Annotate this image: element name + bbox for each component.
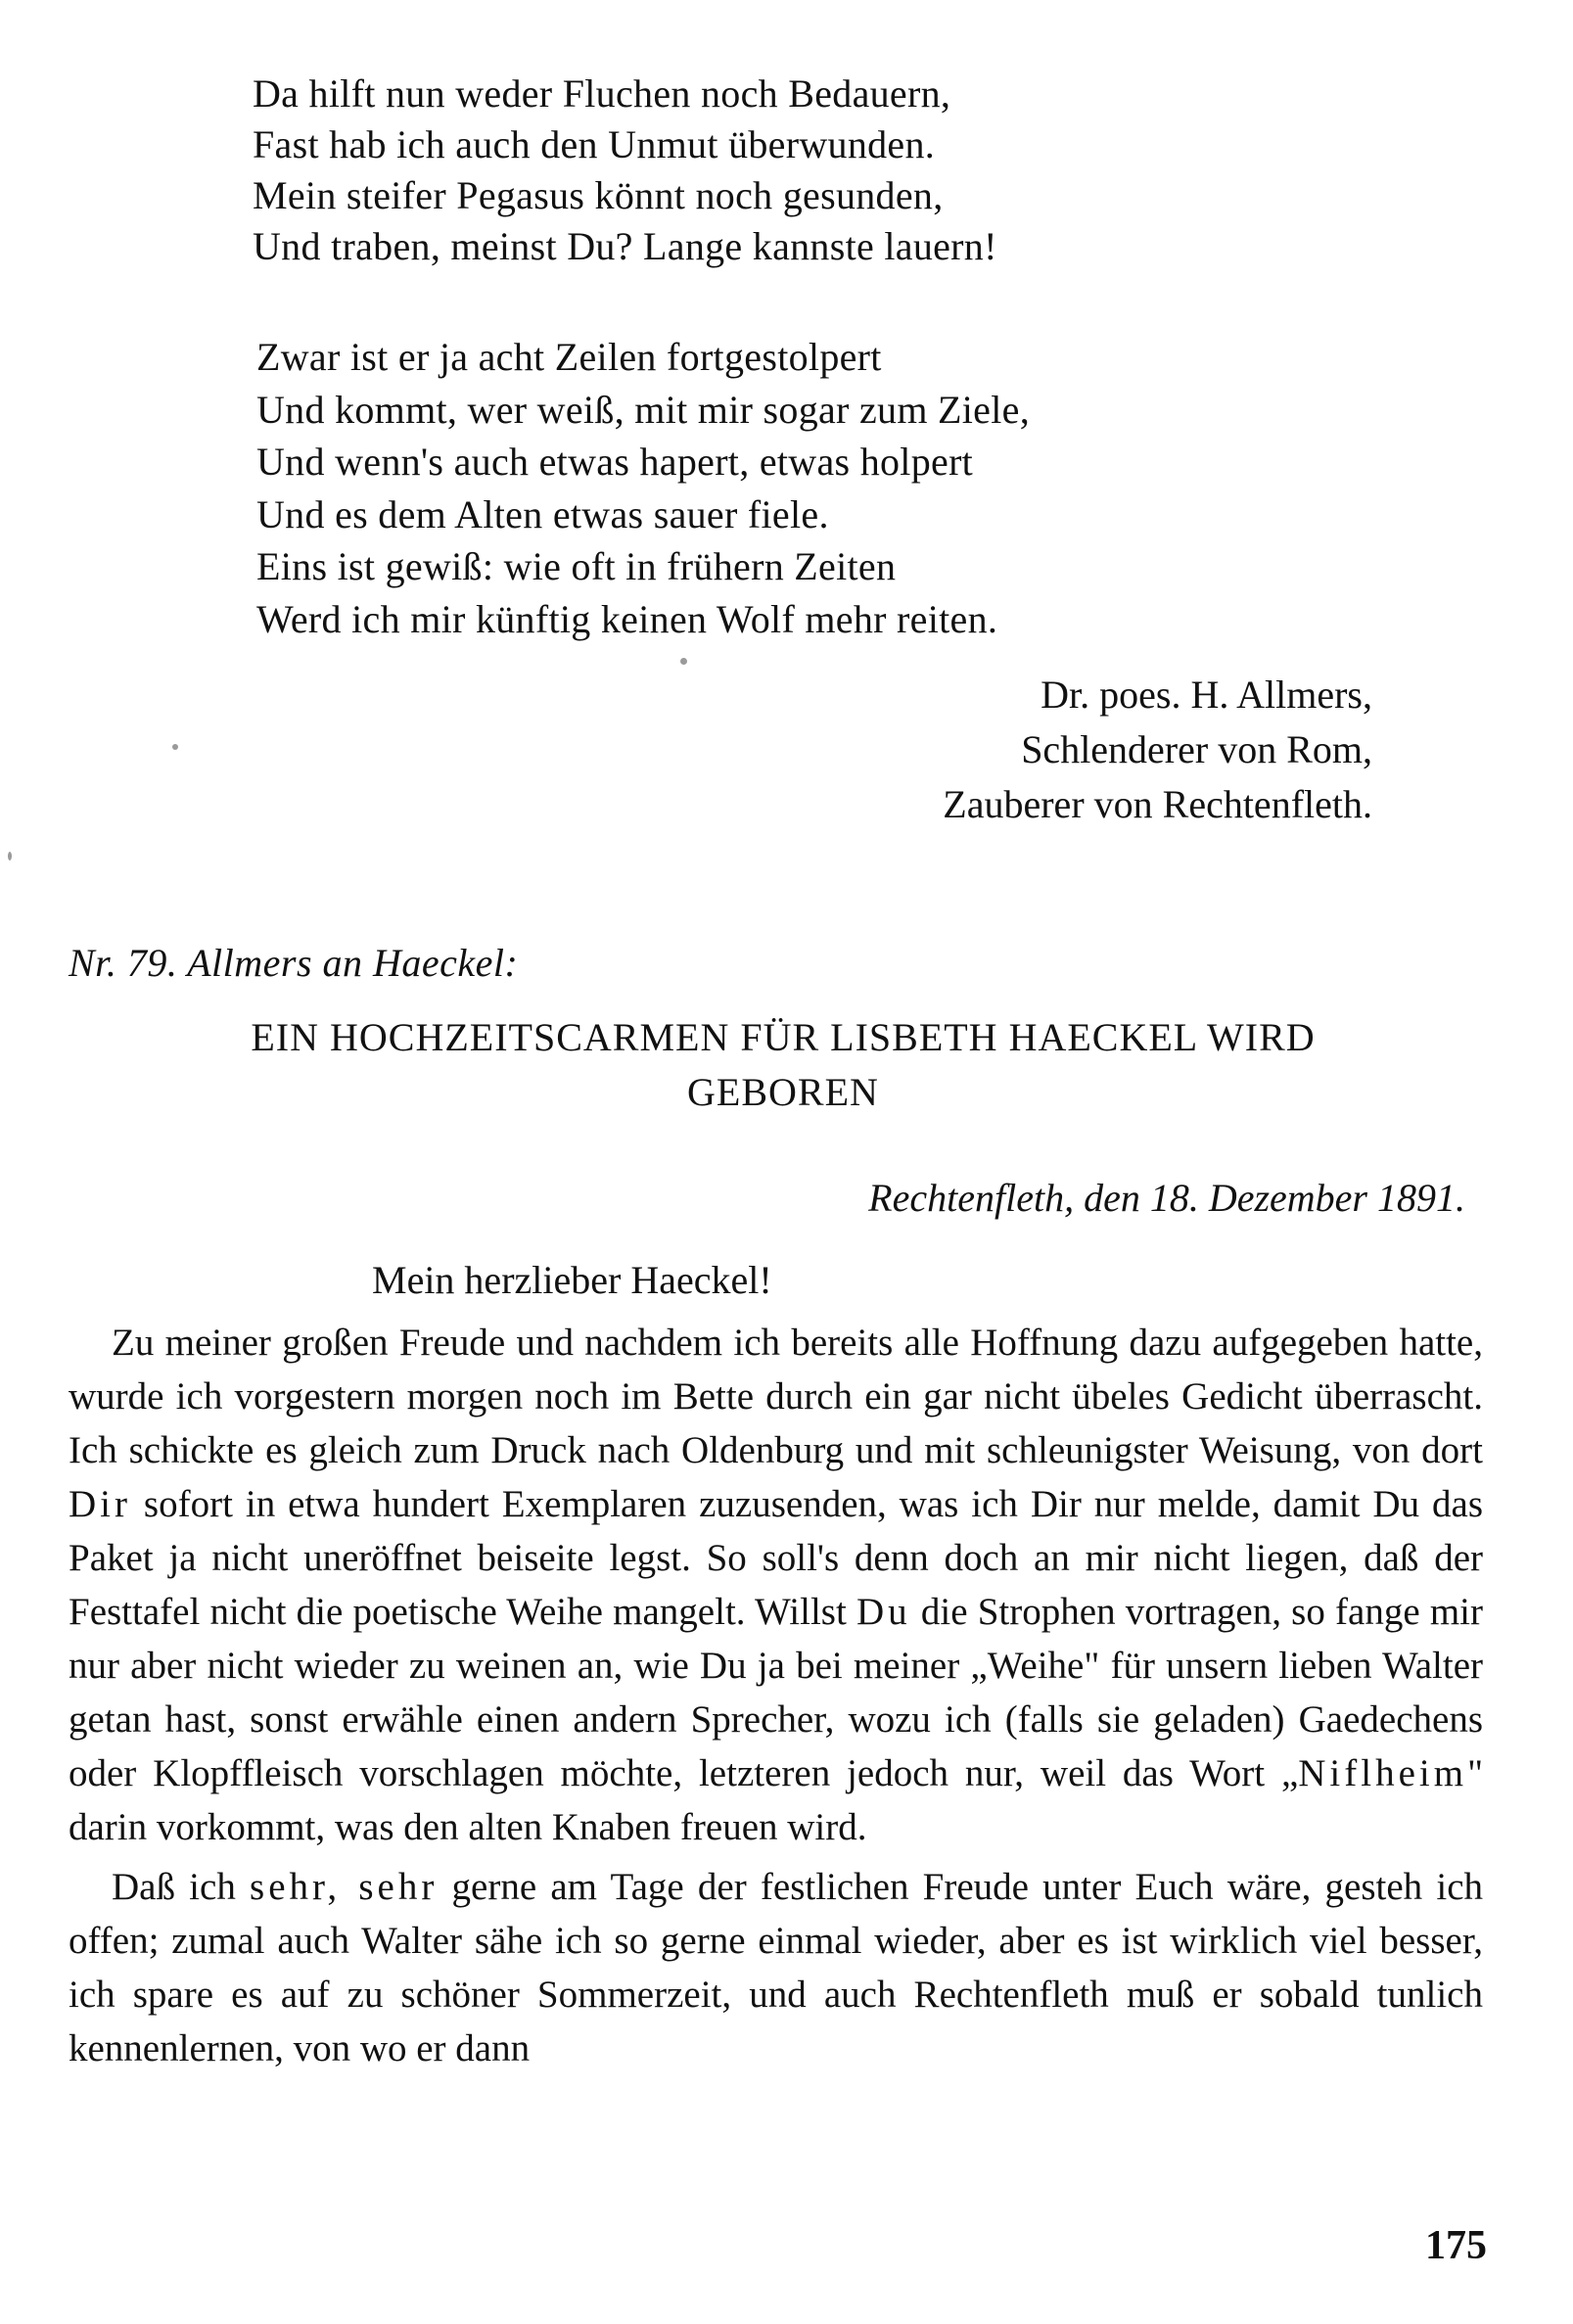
paragraph-text: die Strophen vortragen, so fange mir nur aber nicht wieder zu weinen an, wie Du ja bei meiner „Weihe" für unsern lieben Walter getan hast, sonst erwähle einen andern Sprecher, wozu ich (falls sie geladen) Gaedechens oder Klopffleisch vorschlagen möchte, letzteren jedoch nur, weil das Wort „ xyxy=(69,1591,1484,1794)
signature-line: Schlenderer von Rom, xyxy=(1021,727,1372,771)
poem-stanza-2 xyxy=(256,331,1030,645)
page-number: 175 xyxy=(1425,2223,1487,2268)
letter-title xyxy=(98,1010,1468,1120)
poem-signature xyxy=(943,668,1372,832)
poem-line: Und es dem Alten etwas sauer fiele. xyxy=(256,491,829,536)
poem-line: Da hilft nun weder Fluchen noch Bedauern, xyxy=(253,71,951,116)
paragraph-text: Zu meiner großen Freude und nachdem ich bereits alle Hoffnung dazu aufgegeben hatte, wurde ich vorgestern morgen noch im Bette durch ein gar nicht übeles Gedicht überrascht. Ich schickte es gleich zum Druck nach Oldenburg und mit schleunigster Weisung, von dort xyxy=(69,1322,1483,1471)
poem-line: Und wenn's auch etwas hapert, etwas holpert xyxy=(256,440,974,484)
body-paragraph xyxy=(69,1860,1483,2075)
poem-stanza-1 xyxy=(253,69,997,272)
poem-line: Und kommt, wer weiß, mit mir sogar zum Ziele, xyxy=(256,387,1031,432)
title-line: GEBOREN xyxy=(687,1070,879,1114)
poem-line: Eins ist gewiß: wie oft in frühern Zeiten xyxy=(256,544,897,588)
print-speck xyxy=(172,744,178,750)
letter-body xyxy=(69,1316,1483,2081)
emphasis-text: sehr, sehr xyxy=(250,1866,439,1908)
emphasis-text: Niflheim xyxy=(1298,1752,1468,1794)
poem-line: Und traben, meinst Du? Lange kannste lauern! xyxy=(253,224,997,268)
poem-line: Werd ich mir künftig keinen Wolf mehr reiten. xyxy=(256,596,998,641)
letter-dateline: Rechtenfleth, den 18. Dezember 1891. xyxy=(868,1176,1465,1220)
poem-line: Mein steifer Pegasus könnt noch gesunden, xyxy=(253,173,944,217)
poem-line: Zwar ist er ja acht Zeilen fortgestolpert xyxy=(256,335,882,379)
signature-line: Dr. poes. H. Allmers, xyxy=(1041,673,1372,717)
signature-line: Zauberer von Rechtenfleth. xyxy=(943,782,1372,826)
paragraph-text: gerne am Tage der festlichen Freude unter Euch wäre, gesteh ich offen; zumal auch Walter sähe ich so gerne einmal wieder, aber es ist wirklich viel besser, ich spare es auf zu schöner Sommerzeit, und auch Rechtenfleth muß er sobald tunlich kennenlernen, von wo er dann xyxy=(69,1866,1484,2069)
emphasis-text: Du xyxy=(856,1591,911,1633)
paragraph-text: Daß ich xyxy=(112,1866,251,1908)
letter-salutation: Mein herzlieber Haeckel! xyxy=(372,1258,772,1302)
print-speck xyxy=(8,852,12,860)
print-speck xyxy=(680,658,687,665)
body-paragraph xyxy=(69,1316,1483,1854)
paragraph-text: " darin vorkommt, was den alten Knaben freuen wird. xyxy=(69,1752,1483,1848)
poem-line: Fast hab ich auch den Unmut überwunden. xyxy=(253,122,936,166)
title-line: EIN HOCHZEITSCARMEN FÜR LISBETH HAECKEL WIRD xyxy=(251,1015,1316,1059)
letter-number-heading: Nr. 79. Allmers an Haeckel: xyxy=(69,941,519,985)
emphasis-text: Dir xyxy=(69,1483,131,1525)
paragraph-text: sofort in etwa hundert Exemplaren zuzusenden, was ich Dir nur melde, damit Du das Paket ja nicht uneröffnet beiseite legst. So soll's denn doch an mir nicht liegen, daß der Festtafel nicht die poetische Weihe mangelt. Willst xyxy=(69,1483,1483,1633)
